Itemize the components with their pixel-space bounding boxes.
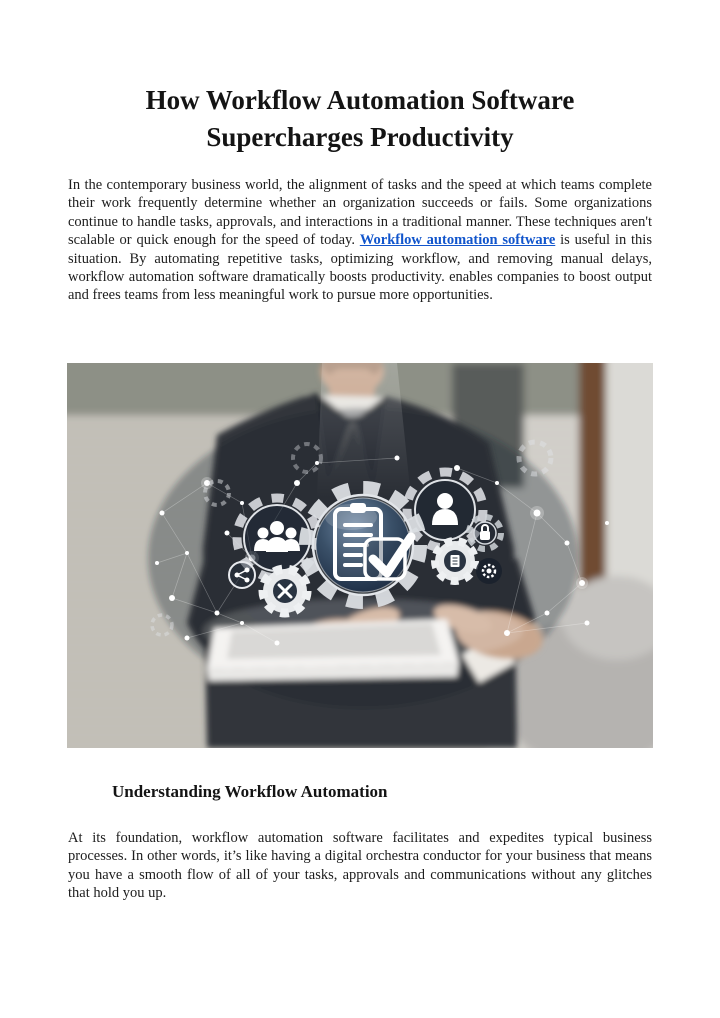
document-icon — [451, 555, 460, 567]
intro-text-after-link: is useful in this situation. By automating repetitive tasks, optimizing workflow, and removing manual delays, workflow automation software dramatically boosts productivity. enables companies to boost output and frees teams from less meaningful work to pursue more opportunities. — [68, 232, 652, 304]
intro-paragraph — [68, 176, 652, 305]
section-heading: Understanding Workflow Automation — [112, 782, 388, 801]
share-icon — [229, 562, 255, 588]
wrench-gear-icon — [263, 569, 307, 613]
workflow-automation-software-link[interactable]: Workflow automation software — [359, 232, 556, 249]
light-beam — [317, 363, 411, 498]
tablet — [207, 619, 459, 681]
section-paragraph: At its foundation, workflow automation software facilitates and expedites typical business processes. In other words, it’s like having a digital orchestra conductor for your business that means you have a smooth flow of all of your tasks, approvals and communications without any glitches that hold you up. — [68, 830, 652, 902]
hero-image — [67, 363, 653, 748]
central-gear-icon — [306, 488, 420, 602]
checkmark-icon — [365, 537, 411, 579]
intro-text-before-link: In the contemporary business world, the alignment of tasks and the speed at which teams complete their work frequently determine whether an organization succeeds or fails. Some organizations continue to handle tasks, approvals, and interactions in a traditional manner. These techniques aren't scalable or quick enough for the speed of today. — [68, 177, 652, 249]
page-title: How Workflow Automation Software Supercharges Productivity — [145, 85, 575, 152]
cog-medallion-icon — [476, 558, 502, 584]
document-gear-icon — [435, 541, 475, 581]
